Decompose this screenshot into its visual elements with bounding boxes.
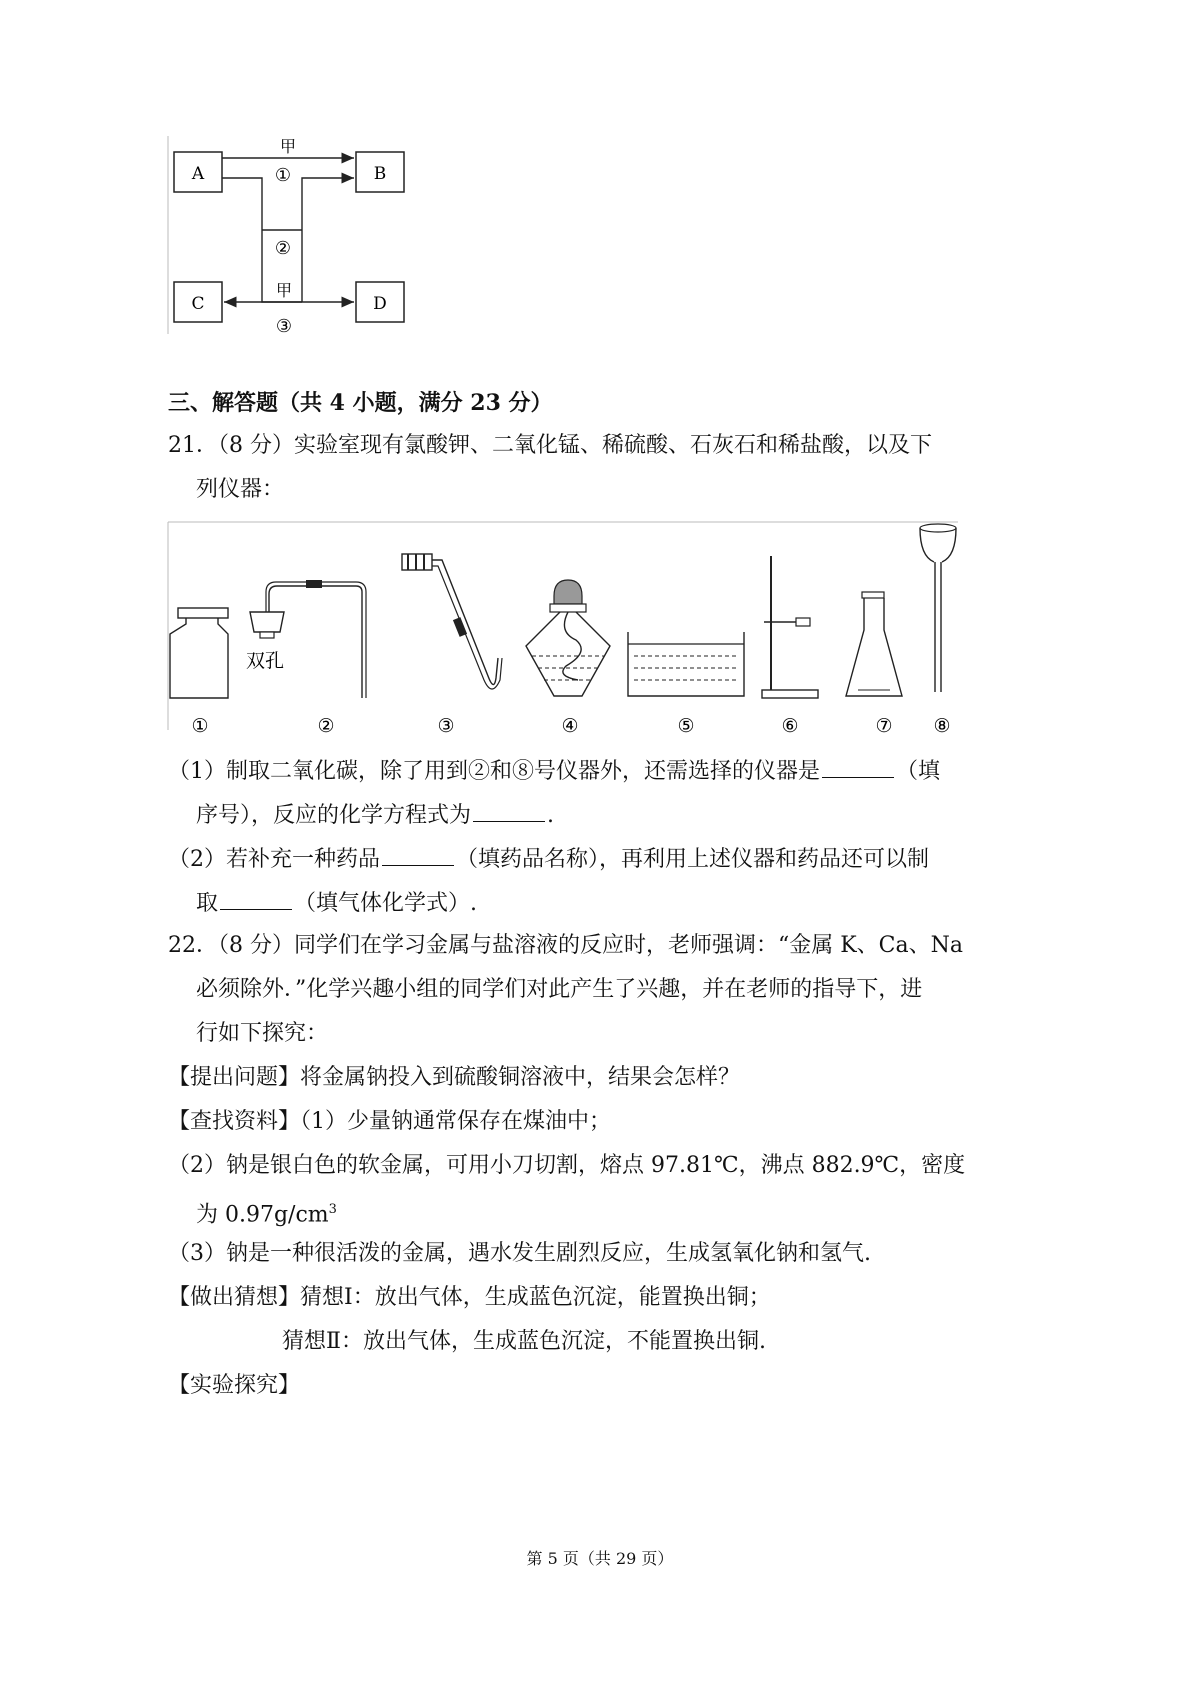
label-jia-bottom: 甲 (275, 281, 293, 300)
apparatus-number-6: ⑥ (781, 715, 799, 737)
q21-part2-line2 (196, 887, 477, 919)
q21-p2-text-c: 取 (196, 891, 219, 916)
page-footer: 第 5 页（共 29 页） (526, 1549, 674, 1568)
q21-part1-line1 (168, 755, 940, 787)
info-3: （3）钠是一种很活泼的金属，遇水发生剧烈反应，生成氢氧化钠和氢气. (168, 1241, 871, 1266)
answer-blank[interactable] (220, 887, 292, 910)
wide-mouth-bottle (170, 608, 228, 698)
node-c: C (191, 294, 205, 314)
section-heading: 三、解答题（共 4 小题，满分 23 分） (168, 390, 553, 416)
guess-1: 【做出猜想】猜想Ⅰ：放出气体，生成蓝色沉淀，能置换出铜； (168, 1285, 771, 1310)
two-hole-stopper-tube (250, 580, 366, 698)
long-neck-funnel (920, 524, 956, 692)
density-superscript: 3 (328, 1202, 337, 1217)
q21-p1-text-d: . (547, 803, 555, 828)
iron-stand (762, 556, 818, 698)
conical-flask (846, 592, 902, 696)
apparatus-number-2: ② (317, 715, 335, 737)
q21-stem-line1: 21．（8 分）实验室现有氯酸钾、二氧化锰、稀硫酸、石灰石和稀盐酸，以及下 (168, 433, 932, 458)
apparatus-figure (166, 520, 960, 742)
label-2: ② (274, 238, 292, 259)
q21-p2-text-d: （填气体化学式）. (294, 891, 478, 916)
info-2-line1: （2）钠是银白色的软金属，可用小刀切割，熔点 97.81℃，沸点 882.9℃，密度 (168, 1153, 966, 1178)
alcohol-lamp (526, 580, 610, 696)
apparatus-number-5: ⑤ (677, 715, 695, 737)
node-d: D (373, 294, 387, 314)
info-2-line2 (196, 1195, 337, 1230)
experiment-heading: 【实验探究】 (168, 1373, 301, 1398)
answer-blank[interactable] (473, 799, 545, 822)
stopper-bent-tube (402, 554, 502, 689)
find-info: 【查找资料】（1）少量钠通常保存在煤油中； (168, 1109, 611, 1134)
label-jia-top: 甲 (279, 137, 297, 156)
raise-question: 【提出问题】将金属钠投入到硫酸铜溶液中，结果会怎样？ (168, 1065, 741, 1090)
q22-stem-line2: 必须除外．”化学兴趣小组的同学们对此产生了兴趣，并在老师的指导下，进 (196, 977, 923, 1002)
apparatus-number-8: ⑧ (933, 715, 951, 737)
apparatus-number-1: ① (191, 715, 209, 737)
answer-blank[interactable] (382, 843, 454, 866)
density-text: 为 0.97g/cm (196, 1202, 329, 1228)
q21-p2-text-a: （2）若补充一种药品 (168, 847, 380, 872)
q21-p1-text-a: （1）制取二氧化碳，除了用到②和⑧号仪器外，还需选择的仪器是 (168, 759, 820, 784)
q21-stem-line2: 列仪器： (196, 477, 285, 502)
label-1: ① (274, 165, 292, 186)
q21-part2-line1 (168, 843, 929, 875)
q21-p1-text-c: 序号），反应的化学方程式为 (196, 803, 472, 828)
label-3: ③ (275, 316, 293, 337)
guess-2: 猜想Ⅱ：放出气体，生成蓝色沉淀，不能置换出铜. (282, 1329, 766, 1354)
reaction-flow-diagram (166, 134, 406, 340)
q21-p2-text-b: （填药品名称），再利用上述仪器和药品还可以制 (456, 847, 930, 872)
q22-stem-line3: 行如下探究： (196, 1021, 329, 1046)
q22-stem-line1: 22．（8 分）同学们在学习金属与盐溶液的反应时，老师强调：“金属 K、Ca、Na (168, 933, 963, 958)
apparatus-number-3: ③ (437, 715, 455, 737)
apparatus-number-4: ④ (561, 715, 579, 737)
apparatus-number-7: ⑦ (875, 715, 893, 737)
water-trough (628, 632, 744, 696)
answer-blank[interactable] (822, 755, 894, 778)
dual-hole-label: 双孔 (246, 650, 285, 672)
q21-p1-text-b: （填 (896, 759, 941, 784)
node-a: A (191, 164, 205, 184)
node-b: B (373, 164, 387, 184)
arrow-d-to-b (302, 178, 354, 302)
q21-part1-line2 (196, 799, 554, 831)
